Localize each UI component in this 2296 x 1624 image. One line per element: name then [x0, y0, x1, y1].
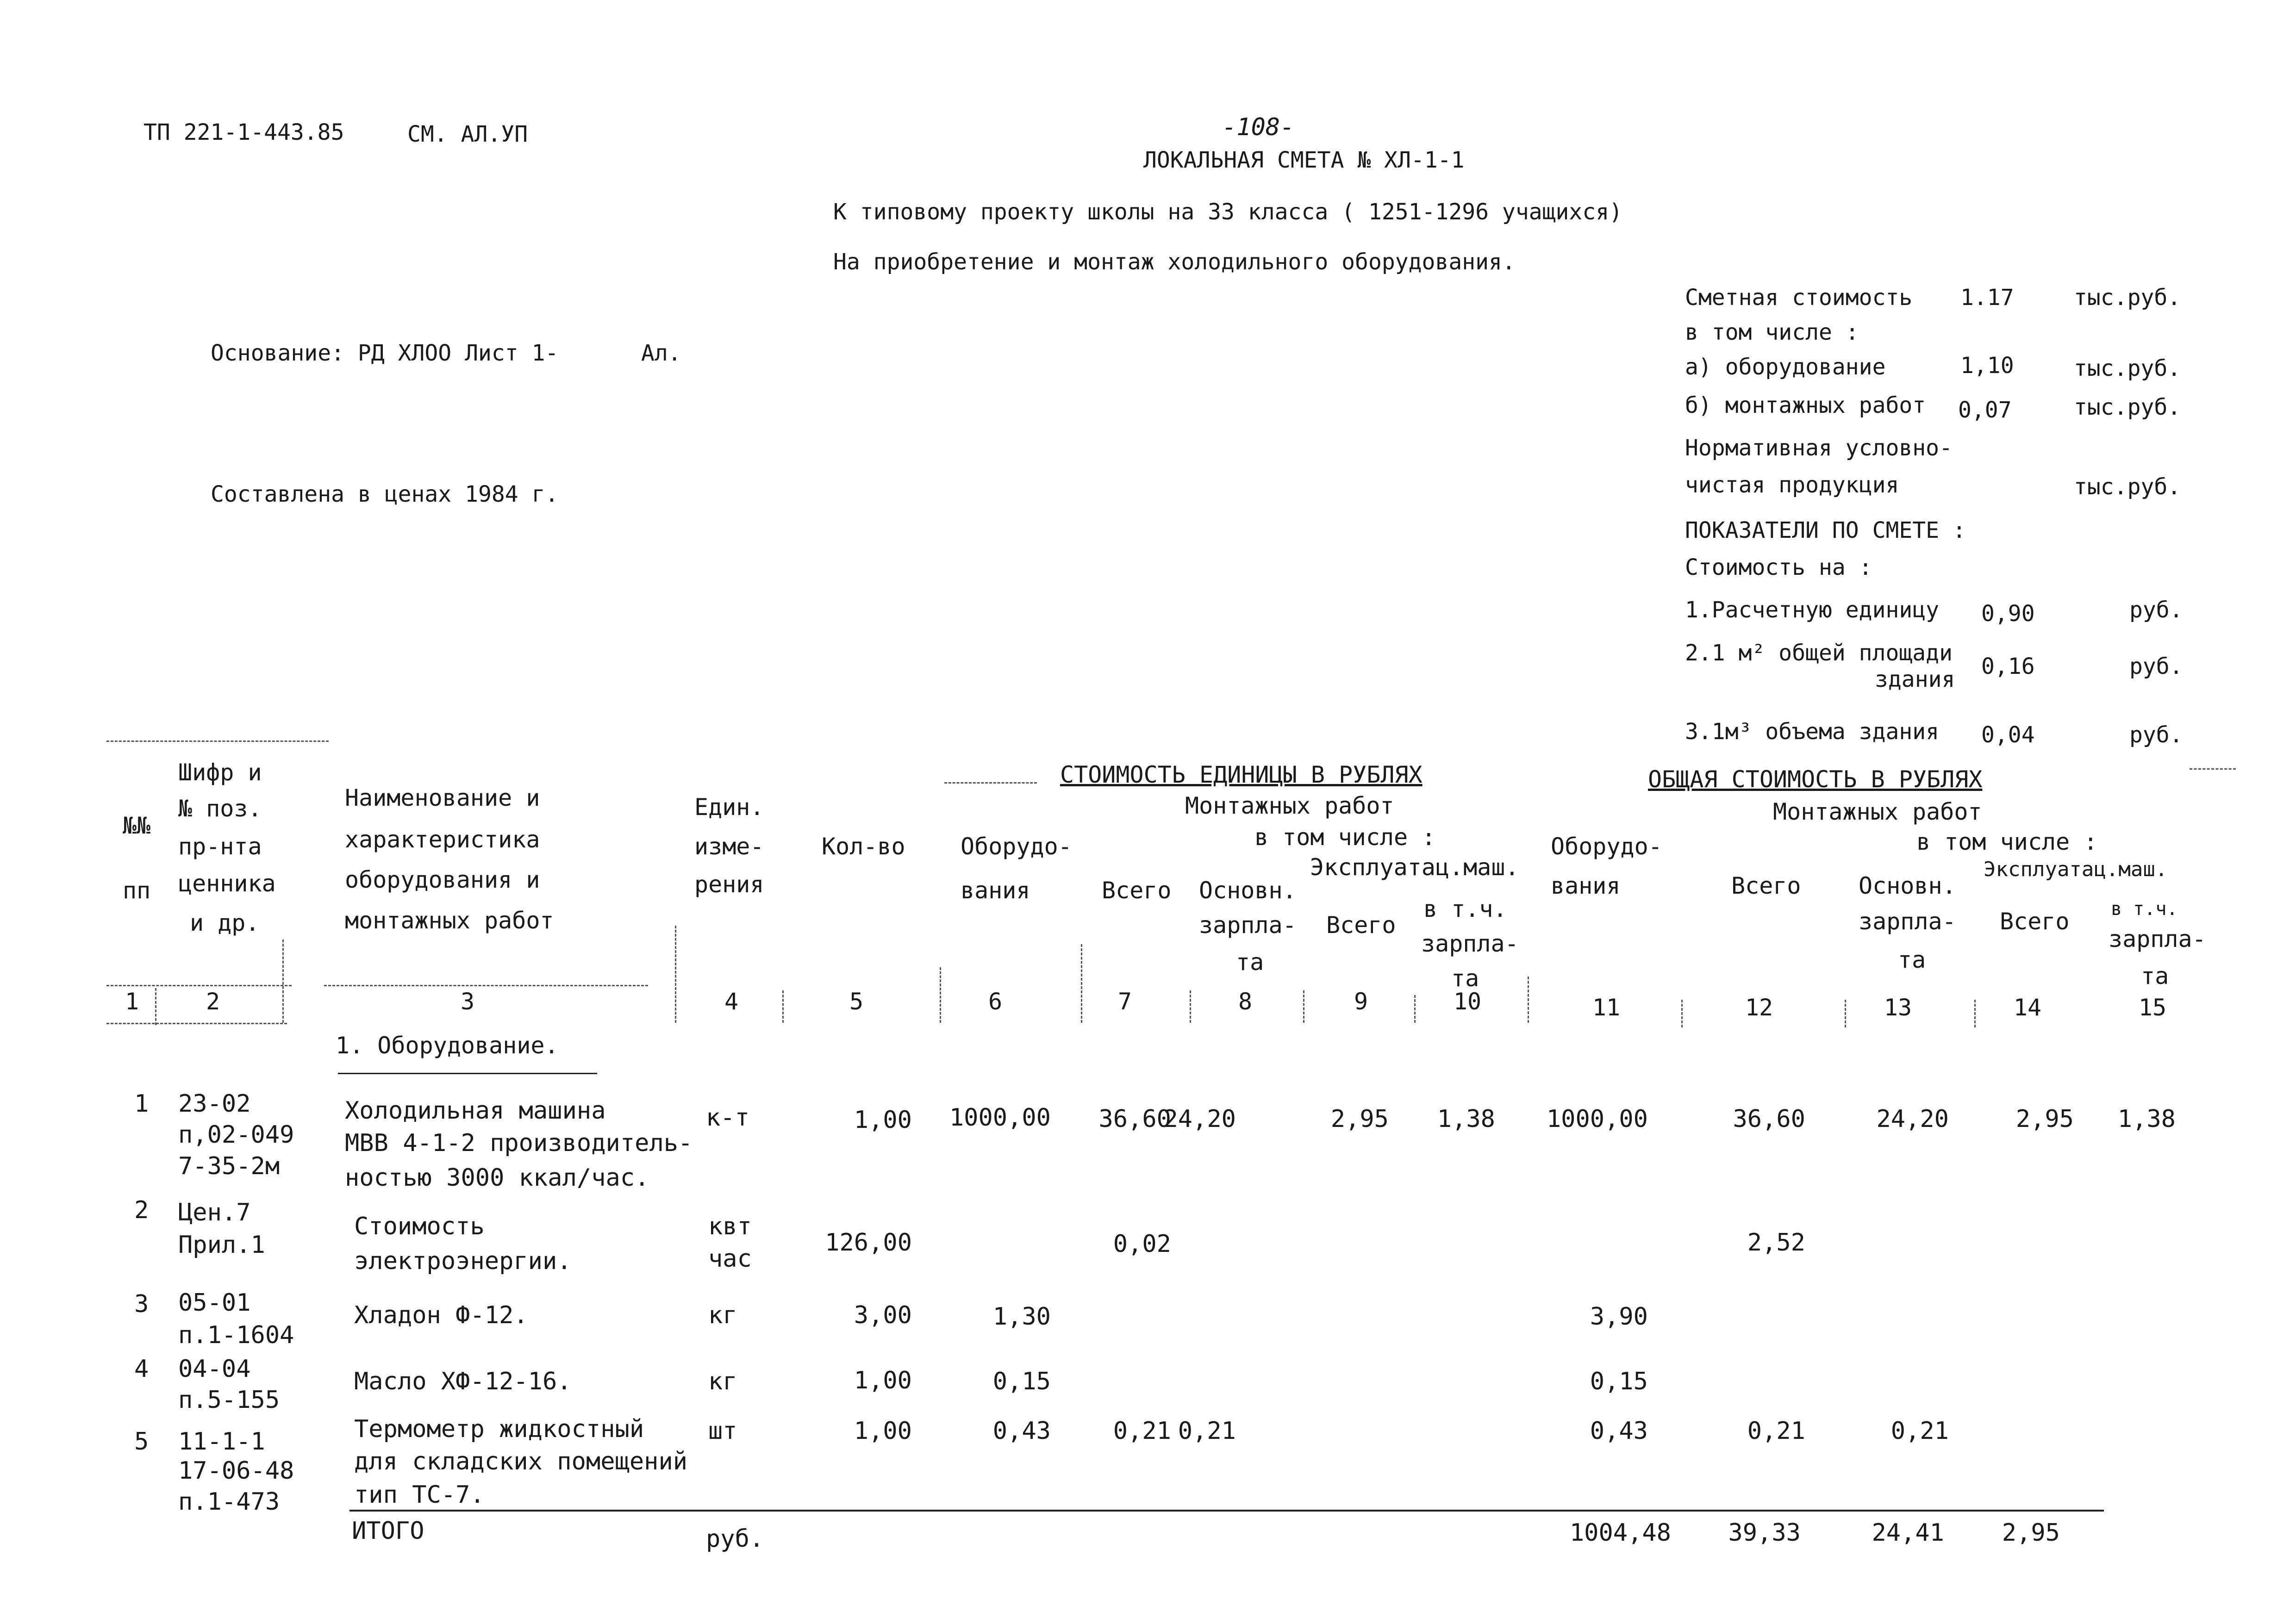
album-reference: СМ. АЛ.УП	[407, 121, 528, 147]
col10-header-line2: зарпла-	[1421, 930, 1519, 957]
colnum-15: 15	[2138, 994, 2167, 1021]
totals-rule	[349, 1510, 2104, 1512]
row-unit: квт	[708, 1213, 752, 1240]
col15-header-line1: в т.ч.	[2111, 898, 2178, 920]
colnum-12: 12	[1745, 994, 1773, 1021]
col-divider	[1303, 990, 1306, 1023]
row-c7: 0,21	[1113, 1417, 1171, 1445]
cost-per-label: Стоимость на :	[1685, 554, 1872, 580]
colnum-7: 7	[1117, 988, 1132, 1015]
row-number: 2	[134, 1196, 149, 1224]
indicator-1-unit: руб.	[2129, 597, 2183, 623]
indicator-2-value: 0,16	[1981, 653, 2035, 679]
row-name-line: Стоимость	[354, 1213, 485, 1240]
col15-header-line2: зарпла-	[2109, 926, 2206, 952]
row-c8: 24,20	[1163, 1105, 1236, 1133]
totals-label: ИТОГО	[352, 1517, 424, 1545]
totals-unit: руб.	[706, 1525, 764, 1553]
col13-header-line2: зарпла-	[1859, 908, 1956, 935]
totals-c11: 1004,48	[1569, 1519, 1671, 1547]
totals-c13: 24,41	[1872, 1519, 1944, 1547]
row-number: 5	[134, 1428, 149, 1456]
section-underline	[338, 1073, 597, 1074]
row-name-line: для складских помещений	[354, 1448, 688, 1475]
row-number: 3	[134, 1290, 149, 1318]
row-qty: 1,00	[854, 1106, 912, 1134]
row-code-line: п.1-473	[178, 1488, 280, 1516]
subtitle-purpose: На приобретение и монтаж холодильного оборудования.	[833, 249, 1516, 275]
row-qty: 1,00	[854, 1367, 912, 1394]
install-unit: тыс.руб.	[2074, 394, 2181, 420]
row-code-line: 7-35-2м	[178, 1152, 280, 1180]
row-unit: шт	[708, 1417, 737, 1445]
row-c11: 0,43	[1590, 1417, 1648, 1445]
row-qty: 1,00	[854, 1417, 912, 1445]
col-divider	[1974, 1000, 1977, 1027]
row-code-line: 23-02	[178, 1090, 251, 1118]
col15-header-line3: та	[2141, 963, 2169, 989]
indicator-1-value: 0,90	[1981, 601, 2035, 627]
col-divider	[1414, 995, 1417, 1023]
row-name-line: электроэнергии.	[354, 1247, 572, 1275]
cost-label: Сметная стоимость	[1685, 285, 1913, 311]
col2-header-line3: пр-нта	[178, 833, 262, 860]
indicator-1-label: 1.Расчетную единицу	[1685, 597, 1940, 623]
col-divider	[155, 988, 158, 1025]
col9-header: Всего	[1326, 912, 1396, 939]
row-code-line: 05-01	[178, 1289, 251, 1317]
col5-header: Кол-во	[822, 833, 905, 860]
col7-header: Всего	[1102, 877, 1172, 904]
col11-header-line2: вания	[1551, 872, 1621, 899]
page-number: -108-	[1222, 113, 1295, 141]
col6-header-line1: Оборудо-	[961, 833, 1072, 860]
row-name-line: Термометр жидкостный	[354, 1415, 644, 1443]
totals-c14: 2,95	[2002, 1519, 2060, 1547]
colnum-4: 4	[724, 988, 739, 1015]
col2-header-line5: и др.	[190, 909, 260, 936]
row-code-line: 11-1-1	[178, 1428, 265, 1456]
row-c6: 0,43	[992, 1417, 1051, 1445]
totals-c12: 39,33	[1728, 1519, 1801, 1547]
document-title: ЛОКАЛЬНАЯ СМЕТА № ХЛ-1-1	[1143, 147, 1465, 173]
col2-header-line4: ценника	[178, 870, 276, 897]
row-c11: 1000,00	[1546, 1105, 1648, 1133]
row-name-line: ностью 3000 ккал/час.	[345, 1164, 649, 1192]
row-code-line: 04-04	[178, 1355, 251, 1383]
row-qty: 3,00	[854, 1301, 912, 1329]
col-divider	[1681, 1000, 1684, 1027]
col12-header: Всего	[1731, 872, 1801, 899]
subtitle-project: К типовому проекту школы на 33 класса ( 1251-1296 учащихся)	[833, 199, 1623, 225]
col2-header-line1: Шифр и	[178, 759, 262, 786]
col-divider	[1190, 990, 1192, 1023]
prices-note: Составлена в ценах 1984 г.	[211, 481, 559, 507]
indicators-heading: ПОКАЗАТЕЛИ ПО СМЕТЕ :	[1685, 517, 1966, 543]
normative-label-1: Нормативная условно-	[1685, 435, 1953, 461]
col8-header-line2: зарпла-	[1199, 912, 1297, 939]
col8-header-line1: Основн.	[1199, 877, 1297, 904]
col-divider	[1845, 1000, 1847, 1027]
row-code-line: п.5-155	[178, 1386, 280, 1414]
row-c14: 2,95	[2015, 1105, 2074, 1133]
row-code-line: п,02-049	[178, 1121, 294, 1149]
row-c11: 3,90	[1590, 1303, 1648, 1331]
col13-header-line3: та	[1898, 946, 1926, 973]
equipment-unit: тыс.руб.	[2074, 355, 2181, 381]
header-numbers-dash-1	[106, 985, 292, 986]
col13-header-line1: Основн.	[1859, 872, 1956, 899]
col2-header-line2: № поз.	[178, 795, 262, 822]
colnum-13: 13	[1884, 994, 1912, 1021]
section-heading: 1. Оборудование.	[336, 1032, 559, 1059]
colnum-8: 8	[1238, 988, 1253, 1015]
colnum-6: 6	[988, 988, 1003, 1015]
col-divider	[1528, 977, 1530, 1023]
unit-install-works: Монтажных работ	[1185, 792, 1394, 819]
colnum-9: 9	[1354, 988, 1368, 1015]
colnum-10: 10	[1453, 988, 1482, 1015]
col-divider	[782, 990, 785, 1023]
row-number: 4	[134, 1355, 149, 1383]
row-unit: к-т	[706, 1104, 749, 1132]
colnum-5: 5	[849, 988, 864, 1015]
colnum-1: 1	[125, 988, 139, 1015]
col3-header-line3: оборудования и	[345, 866, 540, 893]
col4-header-line2: изме-	[694, 833, 764, 860]
indicator-2-label: 2.1 м² общей площади	[1685, 640, 1953, 666]
total-machine-header: Эксплуатац.маш.	[1984, 858, 2168, 881]
col4-header-line1: Един.	[694, 794, 764, 821]
indicator-2-label-b: здания	[1875, 666, 1955, 692]
cost-unit: тыс.руб.	[2074, 285, 2181, 311]
col10-header-line1: в т.ч.	[1423, 896, 1507, 922]
colnum-3: 3	[460, 988, 475, 1015]
row-unit: кг	[708, 1301, 737, 1329]
colnum-14: 14	[2013, 994, 2042, 1021]
unit-cost-group-header: СТОИМОСТЬ ЕДИНИЦЫ В РУБЛЯХ	[1060, 761, 1423, 788]
row-c7: 0,02	[1113, 1230, 1171, 1258]
col14-header: Всего	[2000, 908, 2070, 935]
col1-header-line2: пп	[123, 877, 151, 904]
header-numbers-dash-2	[324, 985, 648, 986]
col3-header-line2: характеристика	[345, 826, 540, 853]
basis-text: Основание: РД ХЛОО Лист 1-	[211, 340, 559, 366]
row-unit: кг	[708, 1368, 737, 1395]
row-qty: 126,00	[825, 1229, 912, 1257]
cost-value: 1.17	[1960, 285, 2014, 311]
normative-label-2: чистая продукция	[1685, 472, 1899, 498]
row-c7: 36,60	[1098, 1105, 1171, 1133]
total-install-works: Монтажных работ	[1773, 798, 1982, 825]
equipment-value: 1,10	[1960, 353, 2014, 379]
col6-header-line2: вания	[961, 877, 1030, 904]
row-c11: 0,15	[1590, 1368, 1648, 1395]
unit-machine-header: Эксплуатац.маш.	[1310, 854, 1519, 881]
including-label: в том числе :	[1685, 319, 1859, 345]
col-divider	[282, 940, 285, 1023]
row-name-line: Холодильная машина	[345, 1097, 606, 1125]
row-c6: 1000,00	[949, 1104, 1051, 1132]
row-c10: 1,38	[1437, 1105, 1495, 1133]
col-divider	[940, 967, 942, 1023]
row-c6: 0,15	[992, 1368, 1051, 1395]
basis-suffix: Ал.	[641, 340, 681, 366]
col4-header-line3: рения	[694, 871, 764, 898]
row-name-line: тип ТС-7.	[354, 1481, 485, 1509]
row-c8: 0,21	[1178, 1417, 1236, 1445]
col8-header-line3: та	[1236, 949, 1264, 976]
col1-header-line1: №№	[123, 812, 151, 839]
header-top-dash-2	[944, 782, 1037, 784]
row-c13: 24,20	[1876, 1105, 1949, 1133]
install-label: б) монтажных работ	[1685, 392, 1926, 418]
header-numbers-dash-3	[106, 1023, 287, 1024]
unit-in-that: в том числе :	[1254, 824, 1436, 851]
col3-header-line1: Наименование и	[345, 784, 540, 811]
colnum-2: 2	[206, 988, 220, 1015]
row-c9: 2,95	[1330, 1105, 1389, 1133]
equipment-label: а) оборудование	[1685, 354, 1886, 380]
document-code: ТП 221-1-443.85	[144, 119, 344, 145]
indicator-2-unit: руб.	[2129, 653, 2183, 679]
row-code-line: Прил.1	[178, 1231, 265, 1259]
row-c6: 1,30	[992, 1303, 1051, 1331]
row-c15: 1,38	[2117, 1105, 2176, 1133]
row-number: 1	[134, 1090, 149, 1118]
row-name-line: Масло ХФ-12-16.	[354, 1368, 572, 1395]
row-c12: 0,21	[1747, 1417, 1805, 1445]
row-c13: 0,21	[1890, 1417, 1949, 1445]
col11-header-line1: Оборудо-	[1551, 833, 1662, 860]
total-cost-group-header: ОБЩАЯ СТОИМОСТЬ В РУБЛЯХ	[1648, 766, 1983, 793]
total-in-that: в том числе :	[1916, 828, 2098, 855]
row-c12: 2,52	[1747, 1229, 1805, 1257]
row-code-line: Цен.7	[178, 1199, 251, 1226]
col-divider	[675, 926, 678, 1023]
col10-header-line3: та	[1451, 965, 1479, 992]
header-top-dash-1	[106, 740, 329, 742]
row-name-line: Хладон Ф-12.	[354, 1301, 528, 1329]
install-value: 0,07	[1958, 397, 2012, 423]
indicator-3-label: 3.1м³ объема здания	[1685, 719, 1940, 745]
row-unit: час	[708, 1245, 752, 1273]
col3-header-line4: монтажных работ	[345, 907, 554, 934]
col-divider	[1081, 944, 1084, 1023]
row-code-line: п.1-1604	[178, 1321, 294, 1349]
indicator-3-value: 0,04	[1981, 722, 2035, 748]
header-top-dash-3	[2190, 768, 2236, 770]
row-c12: 36,60	[1733, 1105, 1805, 1133]
normative-unit: тыс.руб.	[2074, 474, 2181, 500]
row-name-line: МВВ 4-1-2 производитель-	[345, 1129, 693, 1157]
indicator-3-unit: руб.	[2129, 722, 2183, 748]
row-code-line: 17-06-48	[178, 1457, 294, 1485]
colnum-11: 11	[1592, 994, 1621, 1021]
